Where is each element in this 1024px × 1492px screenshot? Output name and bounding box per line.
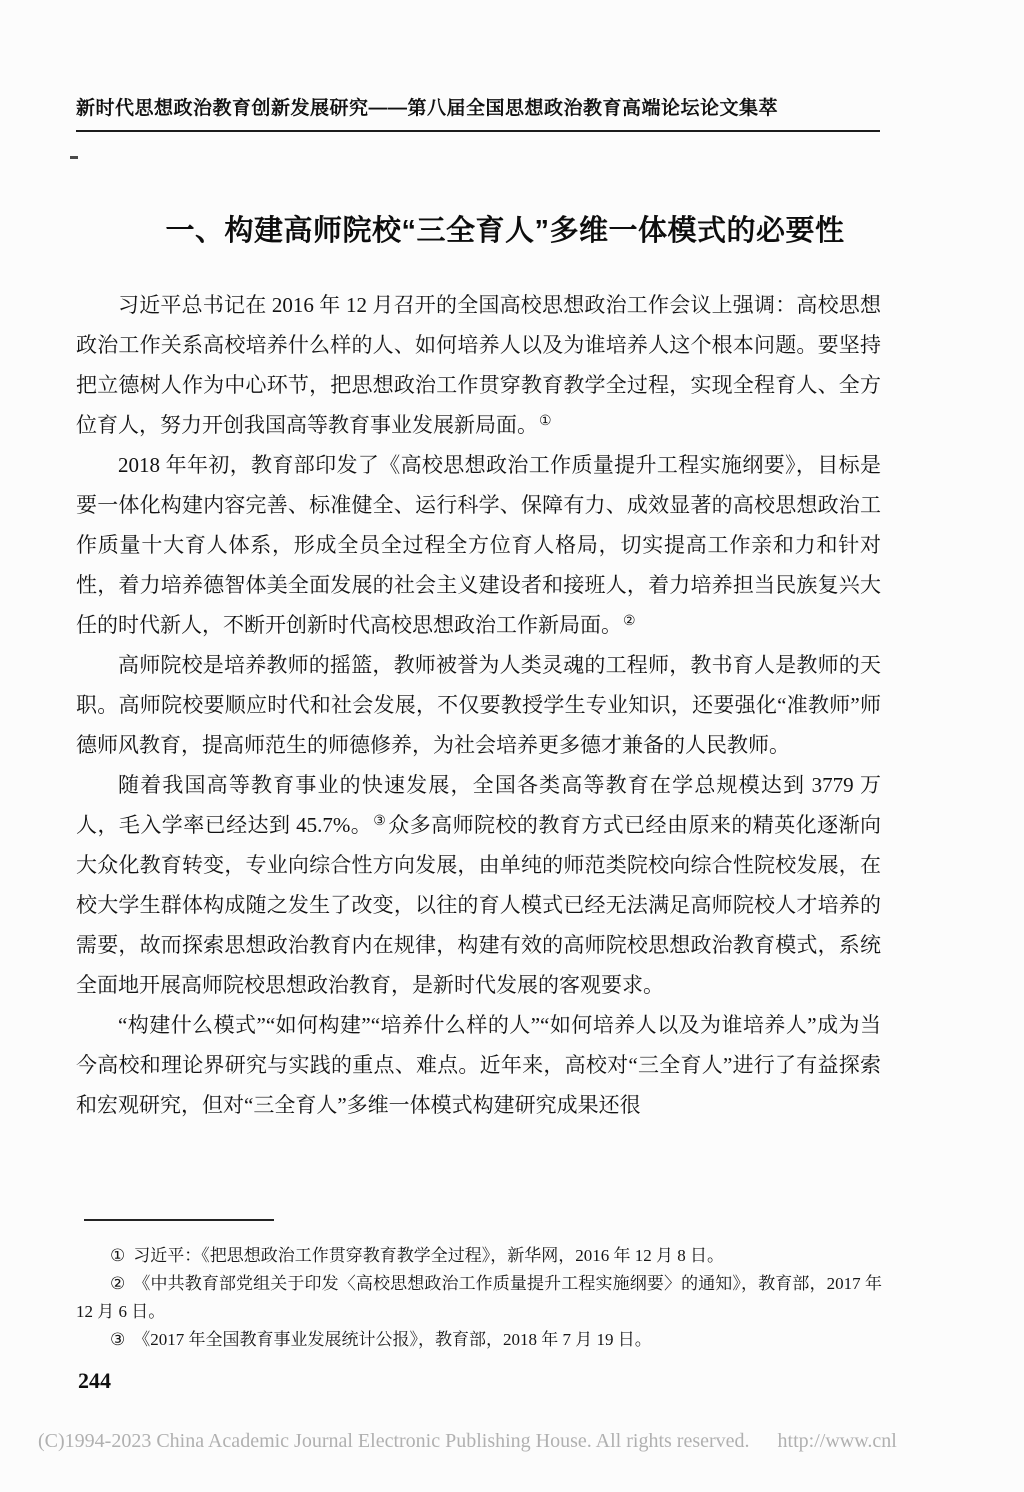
paragraph-1 [76,285,881,445]
header-dash: —— [368,98,408,119]
footnote-3 [76,1326,882,1354]
footnote-3-text: 《2017 年全国教育事业发展统计公报》，教育部，2018 年 7 月 19 日。 [133,1330,652,1349]
footnotes [76,1242,882,1354]
page-number: 244 [78,1368,111,1393]
footnote-1-marker: ① [110,1246,126,1265]
footnote-ref-3: ③ [373,814,387,829]
paragraph-3-text: 高师院校是培养教师的摇篮，教师被誉为人类灵魂的工程师，教书育人是教师的天职。高师院校要顺应时代和社会发展，不仅要教授学生专业知识，还要强化“准教师”师德师风教育，提高师范生的师德修养，为社会培养更多德才兼备的人民教师。 [76,653,881,757]
paragraph-4-text-cont: 众多高师院校的教育方式已经由原来的精英化逐渐向大众化教育转变，专业向综合性方向发展，由单纯的师范类院校向综合性院校发展，在校大学生群体构成随之发生了改变，以往的育人模式已经无法满足高师院校人才培养的需要，故而探索思想政治教育内在规律，构建有效的高师院校思想政治教育模式，系统全面地开展高师院校思想政治教育，是新时代发展的客观要求。 [76,813,881,997]
footnote-divider [84,1219,274,1221]
copyright-url: http://www.cnl [777,1430,897,1452]
section-title: 一、构建高师院校“三全育人”多维一体模式的必要性 [165,215,845,247]
footnote-ref-2: ② [623,614,636,629]
paragraph-1-text: 习近平总书记在 2016 年 12 月召开的全国高校思想政治工作会议上强调：高校思想政治工作关系高校培养什么样的人、如何培养人以及为谁培养人这个根本问题。要坚持把立德树人作为中心环节，把思想政治工作贯穿教育教学全过程，实现全程育人、全方位育人，努力开创我国高等教育事业发展新局面。 [76,293,881,437]
footnote-3-marker: ③ [110,1330,126,1349]
footnote-2-text: 《中共教育部党组关于印发〈高校思想政治工作质量提升工程实施纲要〉的通知》，教育部，2017 年 12 月 6 日。 [76,1274,882,1321]
paragraph-2-text: 2018 年年初，教育部印发了《高校思想政治工作质量提升工程实施纲要》，目标是要一体化构建内容完善、标准健全、运行科学、保障有力、成效显著的高校思想政治工作质量十大育人体系，形成全员全过程全方位育人格局，切实提高工作亲和力和针对性，着力培养德智体美全面发展的社会主义建设者和接班人，着力培养担当民族复兴大任的时代新人，不断开创新时代高校思想政治工作新局面。 [76,453,881,637]
header-divider [76,130,880,132]
footnote-1 [76,1242,882,1270]
paragraph-5 [76,1005,881,1125]
body-text [76,285,881,1125]
scan-artifact-dash [70,156,78,159]
paragraph-5-text: “构建什么模式”“如何构建”“培养什么样的人”“如何培养人以及为谁培养人”成为当今高校和理论界研究与实践的重点、难点。近年来，高校对“三全育人”进行了有益探索和宏观研究，但对“三全育人”多维一体模式构建研究成果还很 [76,1013,881,1117]
footnote-1-text: 习近平：《把思想政治工作贯穿教育教学全过程》，新华网，2016 年 12 月 8 日。 [133,1246,724,1265]
running-header [76,93,936,120]
copyright-notice: (C)1994-2023 China Academic Journal Electronic Publishing House. All rights reserved. [38,1430,750,1452]
header-forum-subtitle: 第八届全国思想政治教育高端论坛论文集萃 [407,98,779,119]
paragraph-3 [76,645,881,765]
paragraph-4-text: 随着我国高等教育事业的快速发展，全国各类高等教育在学总规模达到 3779 万人，毛入学率已经达到 45.7%。 [76,773,881,837]
footnote-2 [76,1270,882,1326]
footnote-ref-1: ① [539,414,552,429]
paragraph-2 [76,445,881,645]
footnote-2-marker: ② [110,1274,126,1293]
header-book-title: 新时代思想政治教育创新发展研究 [76,98,369,119]
copyright-footer [38,1430,897,1453]
paragraph-4 [76,765,881,1005]
